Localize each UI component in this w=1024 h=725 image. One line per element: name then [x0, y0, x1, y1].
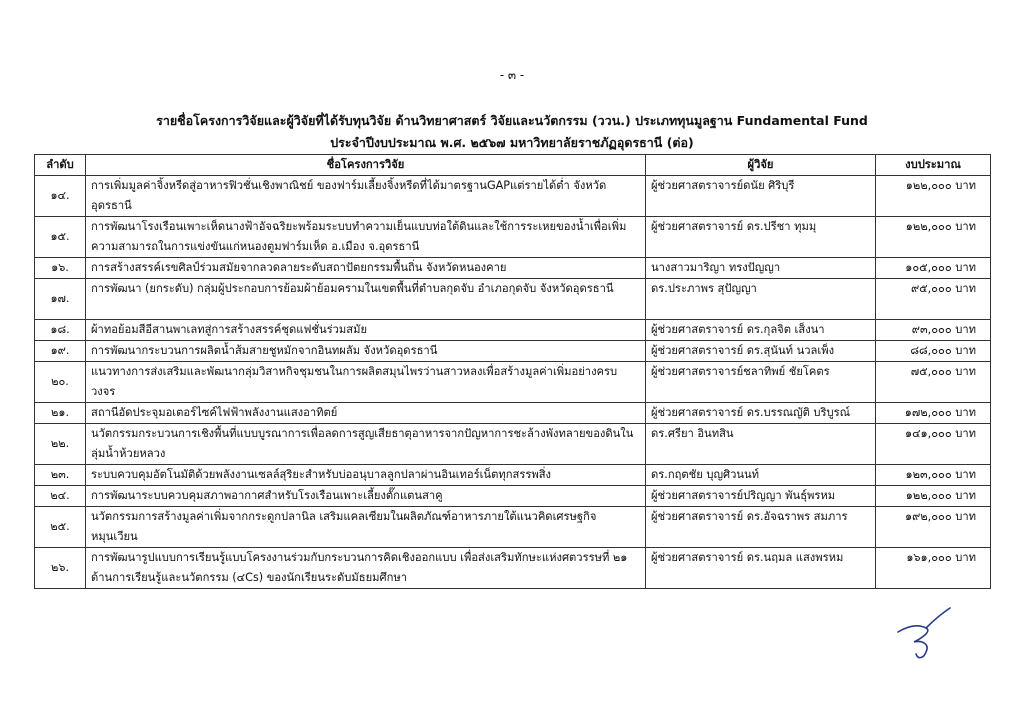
row-no: ๑๙.	[35, 341, 86, 362]
budget-amount: ๗๕,๐๐๐ บาท	[876, 362, 991, 403]
research-projects-table	[34, 154, 991, 589]
budget-amount: ๑๙๒,๐๐๐ บาท	[876, 507, 991, 548]
budget-amount: ๙๕,๐๐๐ บาท	[876, 279, 991, 320]
researcher-name: ดร.กฤตชัย บุญศิวนนท์	[646, 465, 876, 486]
table-row	[35, 176, 991, 217]
row-no: ๒๓.	[35, 465, 86, 486]
researcher-name: ดร.ศรียา อินทสิน	[646, 424, 876, 465]
row-no: ๑๖.	[35, 258, 86, 279]
researcher-name: ผู้ช่วยศาสตราจารย์ ดร.ปรีชา ทุมมุ	[646, 217, 876, 258]
researcher-name: ผู้ช่วยศาสตราจารย์ ดร.อัจฉราพร สมภาร	[646, 507, 876, 548]
project-name: ผ้าทอย้อมสีอีสานพาเลทสู่การสร้างสรรค์ชุดแฟชั่นร่วมสมัย	[86, 320, 646, 341]
table-row	[35, 320, 991, 341]
project-name: สถานีอัดประจุมอเตอร์ไซค์ไฟฟ้าพลังงานแสงอาทิตย์	[86, 403, 646, 424]
row-no: ๑๔.	[35, 176, 86, 217]
budget-amount: ๘๘,๐๐๐ บาท	[876, 341, 991, 362]
researcher-name: ผู้ช่วยศาสตราจารย์ ดร.สุนันท์ นวลเพ็ง	[646, 341, 876, 362]
project-name: การพัฒนาระบบควบคุมสภาพอากาศสำหรับโรงเรือนเพาะเลี้ยงตั๊กแตนสาคู	[86, 486, 646, 507]
researcher-name: ผู้ช่วยศาสตราจารย์ ดร.บรรณญัติ บริบูรณ์	[646, 403, 876, 424]
row-no: ๒๕.	[35, 507, 86, 548]
project-name: การพัฒนารูปแบบการเรียนรู้แบบโครงงานร่วมกับกระบวนการคิดเชิงออกแบบ เพื่อส่งเสริมทักษะแห่งศตวรรษที่ ๒๑ ด้านการเรียนรู้และนวัตกรรม (๔Cs) ของนักเรียนระดับมัธยมศึกษา	[86, 548, 646, 589]
project-name: ระบบควบคุมอัตโนมัติด้วยพลังงานเซลล์สุริยะสำหรับบ่ออนุบาลลูกปลาผ่านอินเทอร์เน็ตทุกสรรพสิ่ง	[86, 465, 646, 486]
row-no: ๑๕.	[35, 217, 86, 258]
table-row	[35, 362, 991, 403]
budget-amount: ๑๒๒,๐๐๐ บาท	[876, 486, 991, 507]
row-no: ๒๔.	[35, 486, 86, 507]
header-project-name: ชื่อโครงการวิจัย	[86, 155, 646, 176]
header-researcher: ผู้วิจัย	[646, 155, 876, 176]
table-row	[35, 548, 991, 589]
budget-amount: ๑๖๑,๐๐๐ บาท	[876, 548, 991, 589]
budget-amount: ๑๒๓,๐๐๐ บาท	[876, 465, 991, 486]
budget-amount: ๙๓,๐๐๐ บาท	[876, 320, 991, 341]
budget-amount: ๑๒๒,๐๐๐ บาท	[876, 217, 991, 258]
page-number: - ๓ -	[499, 68, 525, 82]
row-no: ๒๑.	[35, 403, 86, 424]
row-no: ๑๗.	[35, 279, 86, 320]
row-no: ๒๐.	[35, 362, 86, 403]
project-name: การสร้างสรรค์เรขศิลป์ร่วมสมัยจากลวดลายระดับสถาปัตยกรรมพื้นถิ่น จังหวัดหนองคาย	[86, 258, 646, 279]
project-name: การพัฒนากระบวนการผลิตน้ำส้มสายชูหมักจากอินทผลัม จังหวัดอุดรธานี	[86, 341, 646, 362]
researcher-name: ผู้ช่วยศาสตราจารย์ ดร.นฤมล แสงพรหม	[646, 548, 876, 589]
project-name: การพัฒนาโรงเรือนเพาะเห็ดนางฟ้าอัจฉริยะพร้อมระบบทำความเย็นแบบท่อใต้ดินและใช้การระเหยของน้ำเพื่อเพิ่มความสามารถในการแข่งขันแก่หนองตูมฟาร์มเห็ด อ.เมือง จ.อุดรธานี	[86, 217, 646, 258]
table-header-row	[35, 155, 991, 176]
researcher-name: ดร.ประภาพร สุปัญญา	[646, 279, 876, 320]
project-name: การพัฒนา (ยกระดับ) กลุ่มผู้ประกอบการย้อมผ้าย้อมครามในเขตพื้นที่ตำบลกุดจับ อำเภอกุดจับ จังหวัดอุดรธานี	[86, 279, 646, 320]
budget-amount: ๑๒๒,๐๐๐ บาท	[876, 176, 991, 217]
table-row	[35, 507, 991, 548]
table-row	[35, 279, 991, 320]
project-name: นวัตกรรมกระบวนการเชิงพื้นที่แบบบูรณาการเพื่อลดการสูญเสียธาตุอาหารจากปัญหาการชะล้างพังทลายของดินในลุ่มน้ำห้วยหลวง	[86, 424, 646, 465]
researcher-name: ผู้ช่วยศาสตราจารย์ปริญญา พันธุ์พรหม	[646, 486, 876, 507]
header-budget: งบประมาณ	[876, 155, 991, 176]
header-no: ลำดับ	[35, 155, 86, 176]
table-row	[35, 465, 991, 486]
table-row	[35, 403, 991, 424]
table-row	[35, 258, 991, 279]
table-row	[35, 217, 991, 258]
researcher-name: ผู้ช่วยศาสตราจารย์ดนัย ศิริบุรี	[646, 176, 876, 217]
project-name: นวัตกรรมการสร้างมูลค่าเพิ่มจากกระดูกปลานิล เสริมแคลเซียมในผลิตภัณฑ์อาหารภายใต้แนวคิดเศรษฐกิจหมุนเวียน	[86, 507, 646, 548]
table-row	[35, 424, 991, 465]
project-name: แนวทางการส่งเสริมและพัฒนากลุ่มวิสาหกิจชุมชนในการผลิตสมุนไพรว่านสาวหลงเพื่อสร้างมูลค่าเพิ่มอย่างครบวงจร	[86, 362, 646, 403]
table-row	[35, 486, 991, 507]
researcher-name: ผู้ช่วยศาสตราจารย์ ดร.กุลจิต เส็งนา	[646, 320, 876, 341]
budget-amount: ๑๔๑,๐๐๐ บาท	[876, 424, 991, 465]
project-name: การเพิ่มมูลค่าจิ้งหรีดสู่อาหารฟิวชั่นเชิงพาณิชย์ ของฟาร์มเลี้ยงจิ้งหรีดที่ได้มาตรฐานGAPแต่รายได้ต่ำ จังหวัดอุดรธานี	[86, 176, 646, 217]
row-no: ๒๒.	[35, 424, 86, 465]
handwritten-signature	[892, 604, 952, 664]
signature-stroke	[898, 608, 950, 658]
document-subtitle: ประจำปีงบประมาณ พ.ศ. ๒๕๖๗ มหาวิทยาลัยราชภัฏอุดรธานี (ต่อ)	[330, 135, 694, 150]
table-row	[35, 341, 991, 362]
document-title: รายชื่อโครงการวิจัยและผู้วิจัยที่ได้รับทุนวิจัย ด้านวิทยาศาสตร์ วิจัยและนวัตกรรม (ววน.) ประเภททุนมูลฐาน Fundamental Fund	[156, 113, 868, 128]
budget-amount: ๑๗๒,๐๐๐ บาท	[876, 403, 991, 424]
researcher-name: ผู้ช่วยศาสตราจารย์ชลาทิพย์ ชัยโคตร	[646, 362, 876, 403]
budget-amount: ๑๐๕,๐๐๐ บาท	[876, 258, 991, 279]
researcher-name: นางสาวมาริญา ทรงปัญญา	[646, 258, 876, 279]
row-no: ๑๘.	[35, 320, 86, 341]
row-no: ๒๖.	[35, 548, 86, 589]
